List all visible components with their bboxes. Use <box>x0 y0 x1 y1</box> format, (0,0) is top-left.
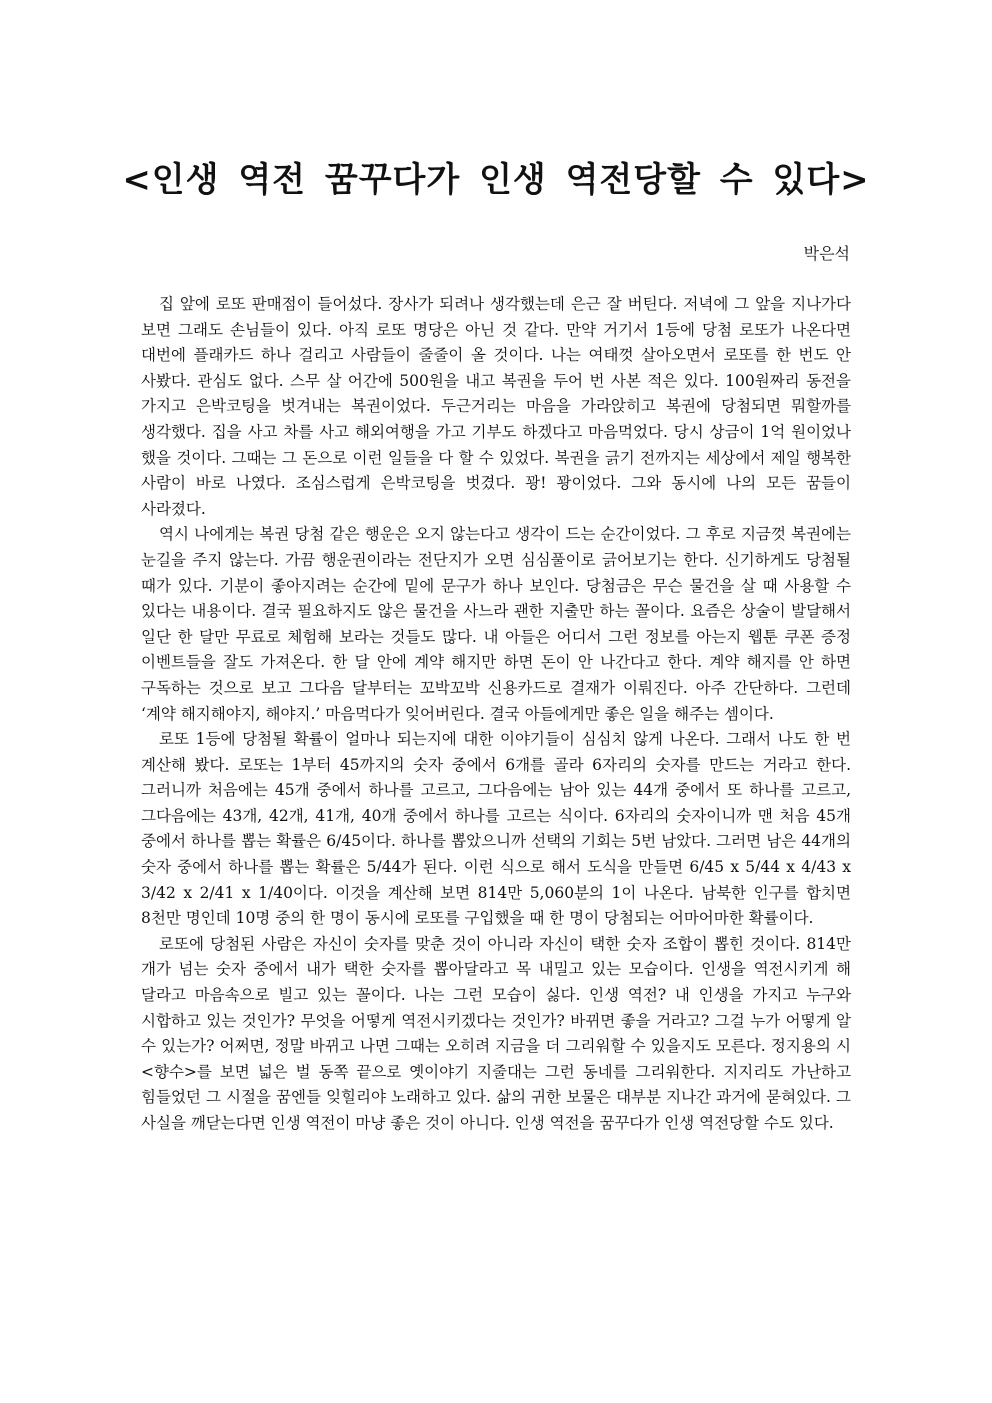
paragraph-4: 로또에 당첨된 사람은 자신이 숫자를 맞춘 것이 아니라 자신이 택한 숫자 조합이 뽑힌 것이다. 814만 개가 넘는 숫자 중에서 내가 택한 숫자를 뽑아달라고 목 내밀고 있는 모습이다. 인생을 역전시키게 해 달라고 마음속으로 빌고 있는 꼴이다. 나는 그런 모습이 싫다. 인생 역전? 내 인생을 가지고 누구와 시합하고 있는 것인가? 무엇을 어떻게 역전시키겠다는 것인가? 바뀌면 좋을 거라고? 그걸 누가 어떻게 알 수 있는가? 어쩌면, 정말 바뀌고 나면 그때는 오히려 지금을 더 그리워할 수 있을지도 모른다. 정지용의 시 <향수>를 보면 넓은 벌 동쪽 끝으로 옛이야기 지줄대는 그런 동네를 그리워한다. 지지리도 가난하고 힘들었던 그 시절을 꿈엔들 잊힐리야 노래하고 있다. 삶의 귀한 보물은 대부분 지나간 과거에 묻혀있다. 그 사실을 깨닫는다면 인생 역전이 마냥 좋은 것이 아니다. 인생 역전을 꿈꾸다가 인생 역전당할 수도 있다. <box>141 934 851 1132</box>
author-name: 박은석 <box>803 244 850 263</box>
essay-body <box>141 292 851 1137</box>
paragraph-2: 역시 나에게는 복권 당첨 같은 행운은 오지 않는다고 생각이 드는 순간이었다. 그 후로 지금껏 복권에는 눈길을 주지 않는다. 가끔 행운권이라는 전단지가 오면 심심풀이로 긁어보기는 한다. 신기하게도 당첨될 때가 있다. 기분이 좋아지려는 순간에 밑에 문구가 하나 보인다. 당첨금은 무슨 물건을 살 때 사용할 수 있다는 내용이다. 결국 필요하지도 않은 물건을 사느라 괜한 지출만 하는 꼴이다. 요즘은 상술이 발달해서 일단 한 달만 무료로 체험해 보라는 것들도 많다. 내 아들은 어디서 그런 정보를 아는지 웹툰 쿠폰 증정 이벤트들을 잘도 가져온다. 한 달 안에 계약 해지만 하면 돈이 안 나간다고 한다. 계약 해지를 안 하면 구독하는 것으로 보고 그다음 달부터는 꼬박꼬박 신용카드로 결재가 이뤄진다. 아주 간단하다. 그런데 ‘계약 해지해야지, 해야지.’ 마음먹다가 잊어버린다. 결국 아들에게만 좋은 일을 해주는 셈이다. <box>141 525 851 723</box>
paragraph-3: 로또 1등에 당첨될 확률이 얼마나 되는지에 대한 이야기들이 심심치 않게 나온다. 그래서 나도 한 번 계산해 봤다. 로또는 1부터 45까지의 숫자 중에서 6개를 골라 6자리의 숫자를 만드는 거라고 한다. 그러니까 처음에는 45개 중에서 하나를 고르고, 그다음에는 남아 있는 44개 중에서 또 하나를 고르고, 그다음에는 43개, 42개, 41개, 40개 중에서 하나를 고르는 식이다. 6자리의 숫자이니까 맨 처음 45개 중에서 하나를 뽑는 확률은 6/45이다. 하나를 뽑았으니까 선택의 기회는 5번 남았다. 그러면 남은 44개의 숫자 중에서 하나를 뽑는 확률은 5/44가 된다. 이런 식으로 해서 도식을 만들면 6/45 x 5/44 x 4/43 x 3/42 x 2/41 x 1/40이다. 이것을 계산해 보면 814만 5,060분의 1이 나온다. 남북한 인구를 합치면 8천만 명인데 10명 중의 한 명이 동시에 로또를 구입했을 때 한 명이 당첨되는 어마어마한 확률이다. <box>141 730 851 928</box>
paragraph-1: 집 앞에 로또 판매점이 들어섰다. 장사가 되려나 생각했는데 은근 잘 버틴다. 저녁에 그 앞을 지나가다 보면 그래도 손님들이 있다. 아직 로또 명당은 아닌 것 같다. 만약 거기서 1등에 당첨 로또가 나온다면 대번에 플래카드 하나 걸리고 사람들이 줄줄이 올 것이다. 나는 여태껏 살아오면서 로또를 한 번도 안 사봤다. 관심도 없다. 스무 살 어간에 500원을 내고 복권을 두어 번 사본 적은 있다. 100원짜리 동전을 가지고 은박코팅을 벗겨내는 복권이었다. 두근거리는 마음을 가라앉히고 복권에 당첨되면 뭐할까를 생각했다. 집을 사고 차를 사고 해외여행을 가고 기부도 하겠다고 마음먹었다. 당시 상금이 1억 원이었나 했을 것이다. 그때는 그 돈으로 이런 일들을 다 할 수 있었다. 복권을 긁기 전까지는 세상에서 제일 행복한 사람이 바로 나였다. 조심스럽게 은박코팅을 벗겼다. 꽝! 꽝이었다. 그와 동시에 나의 모든 꿈들이 사라졌다. <box>141 295 851 518</box>
essay-title: <인생 역전 꿈꾸다가 인생 역전당할 수 있다> <box>122 160 870 200</box>
